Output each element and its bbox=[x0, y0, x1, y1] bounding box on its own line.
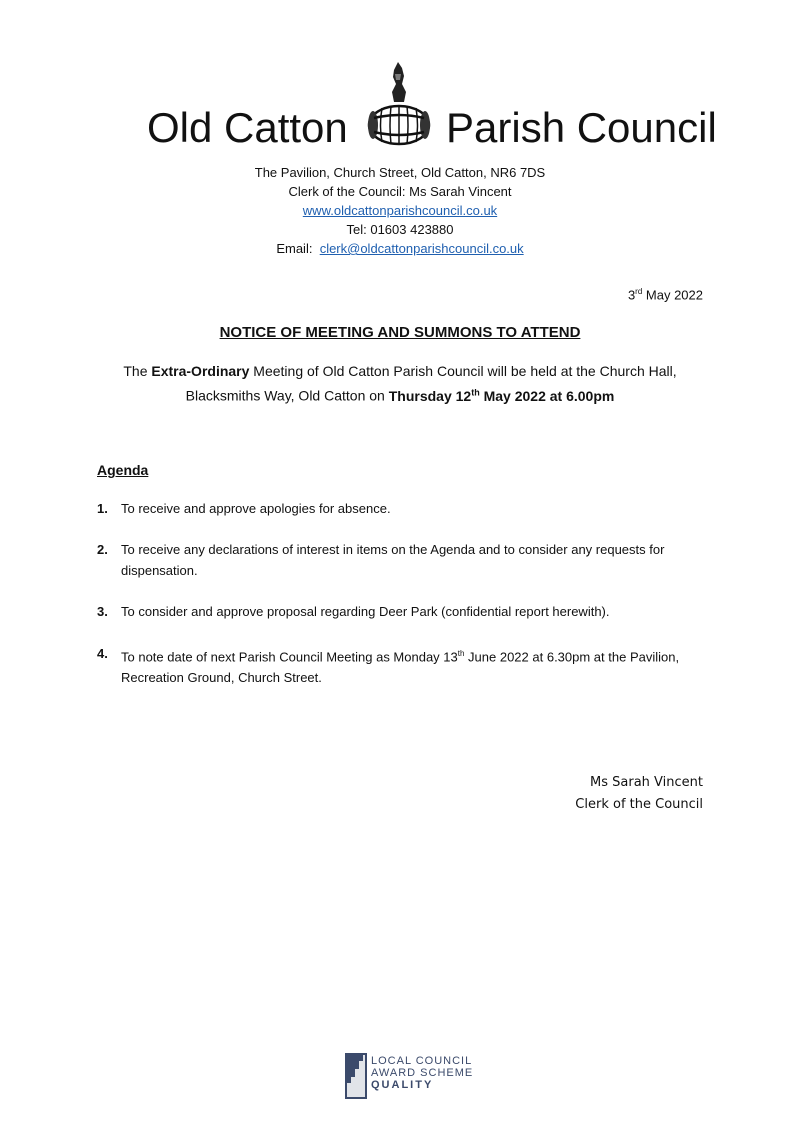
contact-block bbox=[0, 163, 800, 258]
tel-line: Tel: 01603 423880 bbox=[346, 222, 454, 237]
barrel-emblem-icon bbox=[364, 62, 434, 148]
award-chart-icon bbox=[345, 1053, 367, 1099]
clerk-line: Clerk of the Council: Ms Sarah Vincent bbox=[288, 184, 512, 199]
email-label: Email: bbox=[276, 241, 313, 256]
website-link[interactable]: www.oldcattonparishcouncil.co.uk bbox=[302, 203, 498, 218]
letter-date: 3rd May 2022 bbox=[627, 287, 703, 303]
agenda-heading: Agenda bbox=[97, 462, 149, 478]
signature-block bbox=[575, 772, 703, 816]
council-name-left: Old Catton bbox=[147, 104, 348, 151]
council-name-right: Parish Council bbox=[446, 104, 717, 151]
address-line: The Pavilion, Church Street, Old Catton, NR6 7DS bbox=[254, 165, 546, 180]
notice-title: NOTICE OF MEETING AND SUMMONS TO ATTEND bbox=[219, 324, 581, 341]
email-line bbox=[0, 239, 800, 258]
signature-role: Clerk of the Council bbox=[575, 797, 703, 812]
email-link[interactable]: clerk@oldcattonparishcouncil.co.uk bbox=[319, 241, 524, 256]
signature-name: Ms Sarah Vincent bbox=[590, 775, 703, 790]
award-text: LOCAL COUNCIL AWARD SCHEME QUALITY bbox=[371, 1055, 474, 1091]
letterhead bbox=[0, 62, 800, 162]
award-logo bbox=[345, 1053, 495, 1101]
meeting-details: The Extra-Ordinary Meeting of Old Catton Parish Council will be held at the Church Hall, Blacksmiths Way, Old Catton on Thursday 12th May 2022 at 6.00pm bbox=[123, 363, 677, 404]
